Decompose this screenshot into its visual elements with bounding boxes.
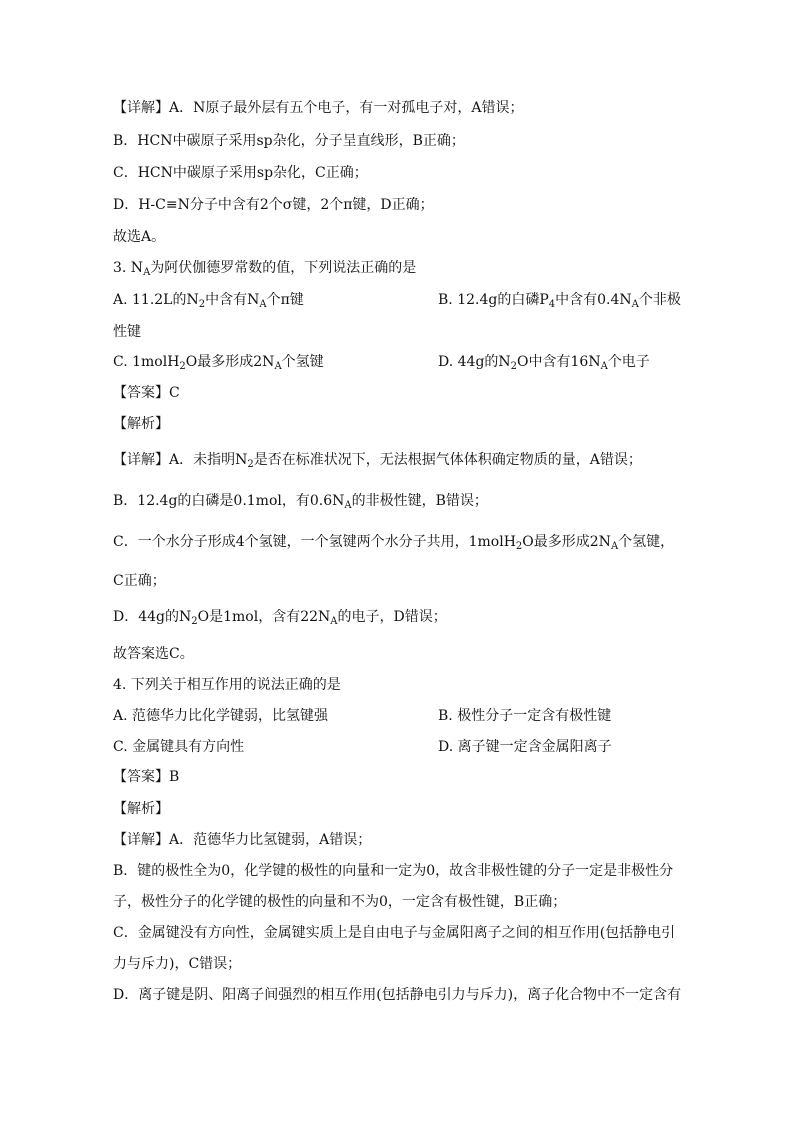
q3-detail-b-1: B．12.4g的白磷是0.1mol，有0.6N — [113, 493, 345, 509]
q3-option-c — [113, 354, 324, 370]
q3-opt-c-sub1: 2 — [179, 361, 186, 372]
q3-opt-b-3: 个非极 — [638, 292, 681, 308]
q3-options-ab — [113, 290, 693, 310]
q3-detail-c-wrap: C正确； — [113, 573, 166, 589]
q3-detail-d-sub2: A — [330, 616, 338, 627]
q3-detail-d-sub: 2 — [191, 616, 198, 627]
q4-answer-value: B — [169, 769, 180, 785]
q3-stem-sub: A — [143, 267, 151, 278]
q3-opt-c-2: O最多形成2N — [185, 354, 275, 370]
answer-tag: 【答案】 — [113, 769, 169, 785]
q2-conclusion: 故选A。 — [113, 229, 166, 245]
q3-detail-c-sub2: A — [610, 541, 619, 552]
q3-opt-a-1: A. 11.2L的N — [113, 292, 199, 308]
q3-answer-value: C — [169, 385, 180, 401]
q3-detail-a-sub: 2 — [247, 459, 254, 470]
q3-opt-c-3: 个氢键 — [281, 354, 324, 370]
q4-detail-d-line1: D．离子键是阴、阳离子间强烈的相互作用(包括静电引力与斥力)，离子化合物中不一定含有 — [113, 987, 682, 1003]
q3-opt-d-1: D. 44g的N — [438, 354, 511, 370]
q3-option-b — [438, 290, 681, 310]
q3-option-a — [113, 292, 304, 308]
q4-detail-a — [113, 830, 371, 850]
q4-options-ab — [113, 706, 693, 726]
q3-answer — [113, 383, 180, 403]
q4-analysis-tag: 【解析】 — [113, 801, 169, 817]
q3-detail-d — [113, 607, 447, 627]
q2-detail-b: B．HCN中碳原子采用sp杂化，分子呈直线形，B正确； — [113, 133, 465, 149]
q3-stem-rest: 为阿伏伽德罗常数的值，下列说法正确的是 — [150, 260, 417, 276]
q3-opt-d-sub1: 2 — [510, 361, 518, 372]
q3-analysis-tag: 【解析】 — [113, 416, 169, 432]
q3-opt-a-sub1: 2 — [198, 299, 206, 310]
q3-option-d — [438, 352, 650, 372]
q4-detail-b-line2: 子，极性分子的化学键的极性的向量和不为0，一定含有极性键，B正确； — [113, 894, 567, 910]
q4-options-cd — [113, 737, 693, 757]
q3-opt-b-1: B. 12.4g的白磷P — [438, 292, 549, 308]
q4-detail-a-text: A．范德华力比氢键弱，A错误； — [169, 832, 372, 848]
q3-conclusion: 故答案选C。 — [113, 646, 194, 662]
q4-detail-b-line1: B．键的极性全为0，化学键的极性的向量和一定为0，故含非极性键的分子一定是非极性分 — [113, 863, 674, 879]
detail-tag: 【详解】 — [113, 452, 169, 468]
q4-option-b: B. 极性分子一定含有极性键 — [438, 708, 612, 724]
q3-detail-c-1: C．一个水分子形成4个氢键，一个氢键两个水分子共用，1molH — [113, 534, 516, 550]
detail-tag: 【详解】 — [113, 100, 169, 116]
q3-opt-b-sub1: 4 — [548, 299, 556, 310]
q3-opt-d-3: 个电子 — [607, 354, 650, 370]
q4-option-c: C. 金属键具有方向性 — [113, 739, 245, 755]
q2-detail-a — [113, 98, 523, 118]
q3-opt-d-2: O中含有16N — [517, 354, 601, 370]
q3-option-b-wrap: 性键 — [113, 324, 141, 340]
q3-detail-a — [113, 450, 642, 470]
q3-opt-d-sub2: A — [600, 361, 608, 372]
q3-options-cd — [113, 352, 693, 372]
q3-detail-c-3: 个氢键， — [618, 534, 675, 550]
q4-answer — [113, 767, 179, 787]
q2-detail-a-text: A．N原子最外层有五个电子，有一对孤电子对，A错误； — [169, 100, 524, 116]
q4-option-a: A. 范德华力比化学键弱，比氢键强 — [113, 708, 329, 724]
q4-stem: 4. 下列关于相互作用的说法正确的是 — [113, 677, 341, 693]
q3-opt-b-2: 中含有0.4N — [555, 292, 632, 308]
q2-detail-d: D．H-C≡N分子中含有2个σ键，2个π键，D正确； — [113, 197, 434, 213]
q3-detail-a-1: A．未指明N — [169, 452, 248, 468]
q3-detail-b-sub: A — [344, 500, 352, 511]
q3-detail-c-sub1: 2 — [515, 541, 523, 552]
q3-opt-a-2: 中含有N — [205, 292, 260, 308]
q3-detail-a-2: 是否在标准状况下，无法根据气体体积确定物质的量，A错误； — [253, 452, 642, 468]
q3-opt-c-1: C. 1molH — [113, 354, 180, 370]
q3-detail-b — [113, 491, 488, 511]
q3-opt-a-sub2: A — [259, 299, 267, 310]
detail-tag: 【详解】 — [113, 832, 169, 848]
q3-opt-b-sub2: A — [631, 299, 639, 310]
q3-detail-c — [113, 532, 674, 552]
q3-detail-c-2: O最多形成2N — [522, 534, 611, 550]
q2-detail-c: C．HCN中碳原子采用sp杂化，C正确； — [113, 165, 368, 181]
q3-opt-c-sub2: A — [274, 361, 282, 372]
q4-detail-c-line1: C．金属键没有方向性，金属键实质上是自由电子与金属阳离子之间的相互作用(包括静电引 — [113, 925, 676, 941]
q3-detail-b-2: 的非极性键，B错误； — [351, 493, 488, 509]
q3-stem — [113, 258, 416, 278]
q3-stem-num: 3. N — [113, 260, 144, 276]
q3-detail-d-2: O是1mol，含有22N — [197, 609, 331, 625]
answer-tag: 【答案】 — [113, 385, 169, 401]
q3-detail-d-1: D．44g的N — [113, 609, 192, 625]
q4-option-d: D. 离子键一定含金属阳离子 — [438, 739, 612, 755]
q3-detail-d-3: 的电子，D错误； — [337, 609, 447, 625]
q4-detail-c-line2: 力与斥力)，C错误； — [113, 956, 242, 972]
q3-opt-a-3: 个π键 — [266, 292, 304, 308]
